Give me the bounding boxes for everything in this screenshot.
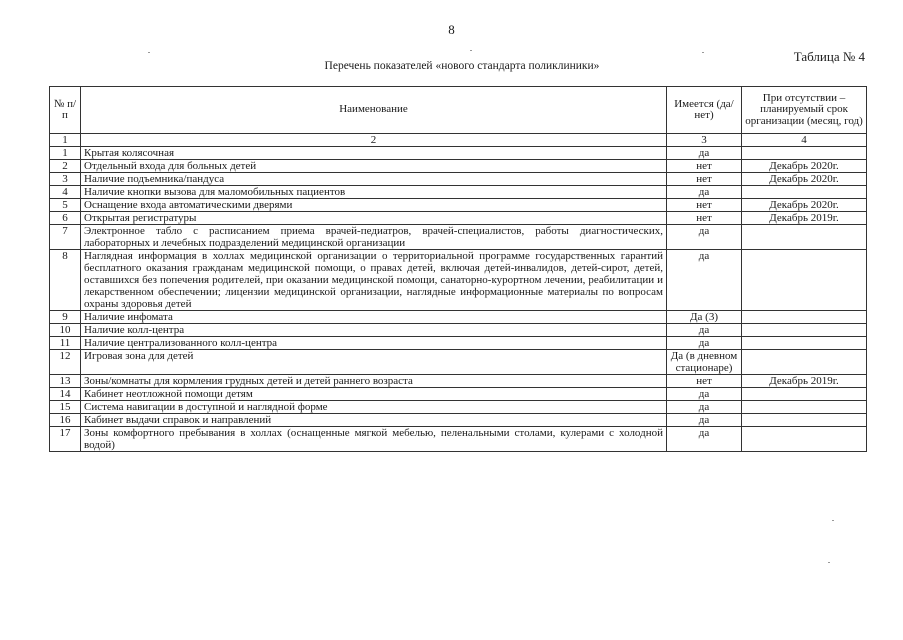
table-header-row [50,87,867,134]
row-plan: Декабрь 2020г. [742,173,867,186]
row-number: 14 [50,388,81,401]
table-label: Таблица № 4 [793,49,865,64]
row-plan: Декабрь 2019г. [742,212,867,225]
table-row [50,147,867,160]
row-has: нет [667,199,742,212]
row-plan [742,186,867,199]
header-plan: При отсутствии – планируемый срок организации (месяц, год) [742,87,867,134]
scan-speck [832,520,834,521]
table-body [50,147,867,452]
row-plan [742,147,867,160]
row-number: 9 [50,311,81,324]
row-plan: Декабрь 2019г. [742,375,867,388]
row-has: да [667,225,742,250]
table-row [50,324,867,337]
table-row [50,212,867,225]
row-plan: Декабрь 2020г. [742,160,867,173]
column-number: 4 [742,134,867,147]
row-plan [742,250,867,311]
row-plan [742,427,867,452]
scan-speck [148,52,150,53]
header-name: Наименование [81,87,667,134]
row-number: 13 [50,375,81,388]
row-name: Крытая колясочная [81,147,667,160]
table-row [50,311,867,324]
table-row [50,186,867,199]
row-name: Наличие кнопки вызова для маломобильных пациентов [81,186,667,199]
row-number: 15 [50,401,81,414]
row-name: Электронное табло с расписанием приема врачей-педиатров, врачей-специалистов, работы диагностических, лабораторных и лечебных подразделений медицинской организации [81,225,667,250]
row-has: нет [667,173,742,186]
table-row [50,350,867,375]
row-number: 12 [50,350,81,375]
table-row [50,173,867,186]
row-has: да [667,427,742,452]
table-row [50,375,867,388]
row-has: да [667,401,742,414]
row-number: 6 [50,212,81,225]
row-name: Зоны комфортного пребывания в холлах (оснащенные мягкой мебелью, пеленальными столами, кулерами с холодной водой) [81,427,667,452]
scan-speck [828,562,830,563]
column-number: 3 [667,134,742,147]
row-plan [742,324,867,337]
row-number: 2 [50,160,81,173]
table-row [50,250,867,311]
row-number: 7 [50,225,81,250]
row-number: 11 [50,337,81,350]
row-name: Открытая регистратуры [81,212,667,225]
row-has: да [667,186,742,199]
row-number: 1 [50,147,81,160]
row-plan [742,337,867,350]
column-number: 1 [50,134,81,147]
row-number: 4 [50,186,81,199]
row-plan [742,311,867,324]
table-row [50,388,867,401]
row-number: 10 [50,324,81,337]
row-plan [742,225,867,250]
row-name: Отдельный входа для больных детей [81,160,667,173]
row-has: Да (в дневном стационаре) [667,350,742,375]
header-num: № п/п [50,87,81,134]
column-number-row [50,134,867,147]
row-plan [742,401,867,414]
row-number: 17 [50,427,81,452]
row-name: Кабинет выдачи справок и направлений [81,414,667,427]
table-row [50,337,867,350]
row-name: Зоны/комнаты для кормления грудных детей и детей раннего возраста [81,375,667,388]
row-plan [742,414,867,427]
row-plan [742,388,867,401]
row-number: 8 [50,250,81,311]
row-has: нет [667,375,742,388]
row-name: Игровая зона для детей [81,350,667,375]
row-has: да [667,414,742,427]
table-row [50,427,867,452]
row-has: нет [667,160,742,173]
row-has: да [667,337,742,350]
table-row [50,199,867,212]
row-has: да [667,324,742,337]
table-row [50,160,867,173]
table-row [50,401,867,414]
column-number: 2 [81,134,667,147]
row-number: 5 [50,199,81,212]
row-name: Оснащение входа автоматическими дверями [81,199,667,212]
row-number: 16 [50,414,81,427]
row-has: да [667,250,742,311]
table-row [50,225,867,250]
row-has: да [667,388,742,401]
row-name: Система навигации в доступной и наглядной форме [81,401,667,414]
row-name: Наличие колл-центра [81,324,667,337]
row-number: 3 [50,173,81,186]
row-has: нет [667,212,742,225]
row-plan: Декабрь 2020г. [742,199,867,212]
scan-speck [702,52,704,53]
indicators-table [49,86,867,452]
row-has: Да (3) [667,311,742,324]
row-plan [742,350,867,375]
row-name: Наличие подъемника/пандуса [81,173,667,186]
row-name: Кабинет неотложной помощи детям [81,388,667,401]
row-name: Наличие централизованного колл-центра [81,337,667,350]
row-name: Наглядная информация в холлах медицинской организации о территориальной программе государственных гарантий бесплатного оказания гражданам медицинской помощи, о правах детей, включая детей-инвалидов, детей-сирот, детей, оставшихся без попечения родителей, при оказании медицинской помощи, санаторно-курортном лечении, реабилитации и лекарственном обеспечении; лицензии медицинской организации, наглядные информационные материалы по вопросам охраны здоровья детей [81,250,667,311]
header-has: Имеется (да/нет) [667,87,742,134]
row-has: да [667,147,742,160]
row-name: Наличие инфомата [81,311,667,324]
table-row [50,414,867,427]
page-number: 8 [448,22,455,37]
scan-speck [470,50,472,51]
document-title: Перечень показателей «нового стандарта поликлиники» [324,60,600,72]
